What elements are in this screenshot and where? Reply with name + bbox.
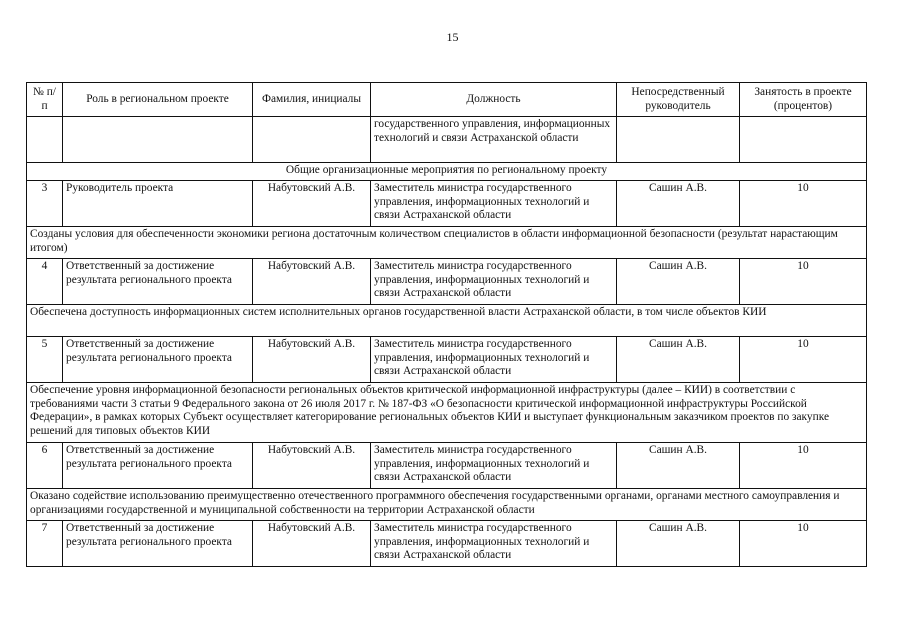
cell-supervisor: Сашин А.В. [617, 181, 740, 227]
cell-num: 3 [27, 181, 63, 227]
section-row [27, 227, 867, 259]
section-row [27, 383, 867, 443]
header-num: № п/п [27, 83, 63, 117]
section-row [27, 489, 867, 521]
cell-name: Набутовский А.В. [253, 259, 371, 305]
header-position: Должность [371, 83, 617, 117]
cell-num: 7 [27, 521, 63, 567]
cell-employment: 10 [740, 259, 867, 305]
section-general: Общие организационные мероприятия по региональному проекту [27, 163, 867, 181]
cell-num: 4 [27, 259, 63, 305]
cell-position: Заместитель министра государственного управления, информационных технологий и связи Астраханской области [371, 521, 617, 567]
section-result-1: Созданы условия для обеспеченности экономики региона достаточным количеством специалистов в области информационной безопасности (результат нарастающим итогом) [27, 227, 867, 259]
section-row [27, 163, 867, 181]
cell-num: 5 [27, 337, 63, 383]
cell-role: Ответственный за достижение результата регионального проекта [63, 259, 253, 305]
cell-role: Руководитель проекта [63, 181, 253, 227]
cell-name: Набутовский А.В. [253, 181, 371, 227]
cell-supervisor: Сашин А.В. [617, 259, 740, 305]
section-result-4: Оказано содействие использованию преимущественно отечественного программного обеспечения государственными органами, органами местного самоуправления и организациями государственной и муниципальной собственности на территории Астраханской области [27, 489, 867, 521]
cell-position: Заместитель министра государственного управления, информационных технологий и связи Астраханской области [371, 259, 617, 305]
cell-role: Ответственный за достижение результата регионального проекта [63, 521, 253, 567]
section-row [27, 305, 867, 337]
header-role: Роль в региональном проекте [63, 83, 253, 117]
cell-employment: 10 [740, 521, 867, 567]
cell-employment [740, 117, 867, 163]
cell-position: государственного управления, информационных технологий и связи Астраханской области [371, 117, 617, 163]
cell-name: Набутовский А.В. [253, 337, 371, 383]
header-name: Фамилия, инициалы [253, 83, 371, 117]
cell-supervisor: Сашин А.В. [617, 443, 740, 489]
cell-position: Заместитель министра государственного управления, информационных технологий и связи Астраханской области [371, 443, 617, 489]
cell-employment: 10 [740, 181, 867, 227]
table-row [27, 443, 867, 489]
header-supervisor: Непосредственный руководитель [617, 83, 740, 117]
cell-position: Заместитель министра государственного управления, информационных технологий и связи Астраханской области [371, 181, 617, 227]
table-row [27, 181, 867, 227]
table-row [27, 521, 867, 567]
cell-employment: 10 [740, 337, 867, 383]
table-row [27, 337, 867, 383]
cell-name: Набутовский А.В. [253, 443, 371, 489]
cell-num [27, 117, 63, 163]
table-row [27, 259, 867, 305]
page-number: 15 [446, 30, 459, 44]
section-result-3: Обеспечение уровня информационной безопасности региональных объектов критической информационной инфраструктуры (далее – КИИ) в соответствии с требованиями части 3 статьи 9 Федерального закона от 26 июля 2017 г. № 187-ФЗ «О безопасности критической информационной инфраструктуры Российской Федерации», в рамках которых Субъект осуществляет категорирование региональных объектов КИИ и выступает функциональным заказчиком проектов по закупке решений для типовых объектов КИИ [27, 383, 867, 443]
cell-supervisor [617, 117, 740, 163]
cell-role [63, 117, 253, 163]
table-header-row [27, 83, 867, 117]
cell-position: Заместитель министра государственного управления, информационных технологий и связи Астраханской области [371, 337, 617, 383]
continuation-row [27, 117, 867, 163]
section-result-2: Обеспечена доступность информационных систем исполнительных органов государственной власти Астраханской области, в том числе объектов КИИ [27, 305, 867, 337]
header-employment: Занятость в проекте (процентов) [740, 83, 867, 117]
project-team-table [26, 82, 867, 567]
cell-employment: 10 [740, 443, 867, 489]
cell-supervisor: Сашин А.В. [617, 337, 740, 383]
cell-role: Ответственный за достижение результата регионального проекта [63, 337, 253, 383]
cell-role: Ответственный за достижение результата регионального проекта [63, 443, 253, 489]
cell-supervisor: Сашин А.В. [617, 521, 740, 567]
cell-num: 6 [27, 443, 63, 489]
cell-name: Набутовский А.В. [253, 521, 371, 567]
cell-name [253, 117, 371, 163]
